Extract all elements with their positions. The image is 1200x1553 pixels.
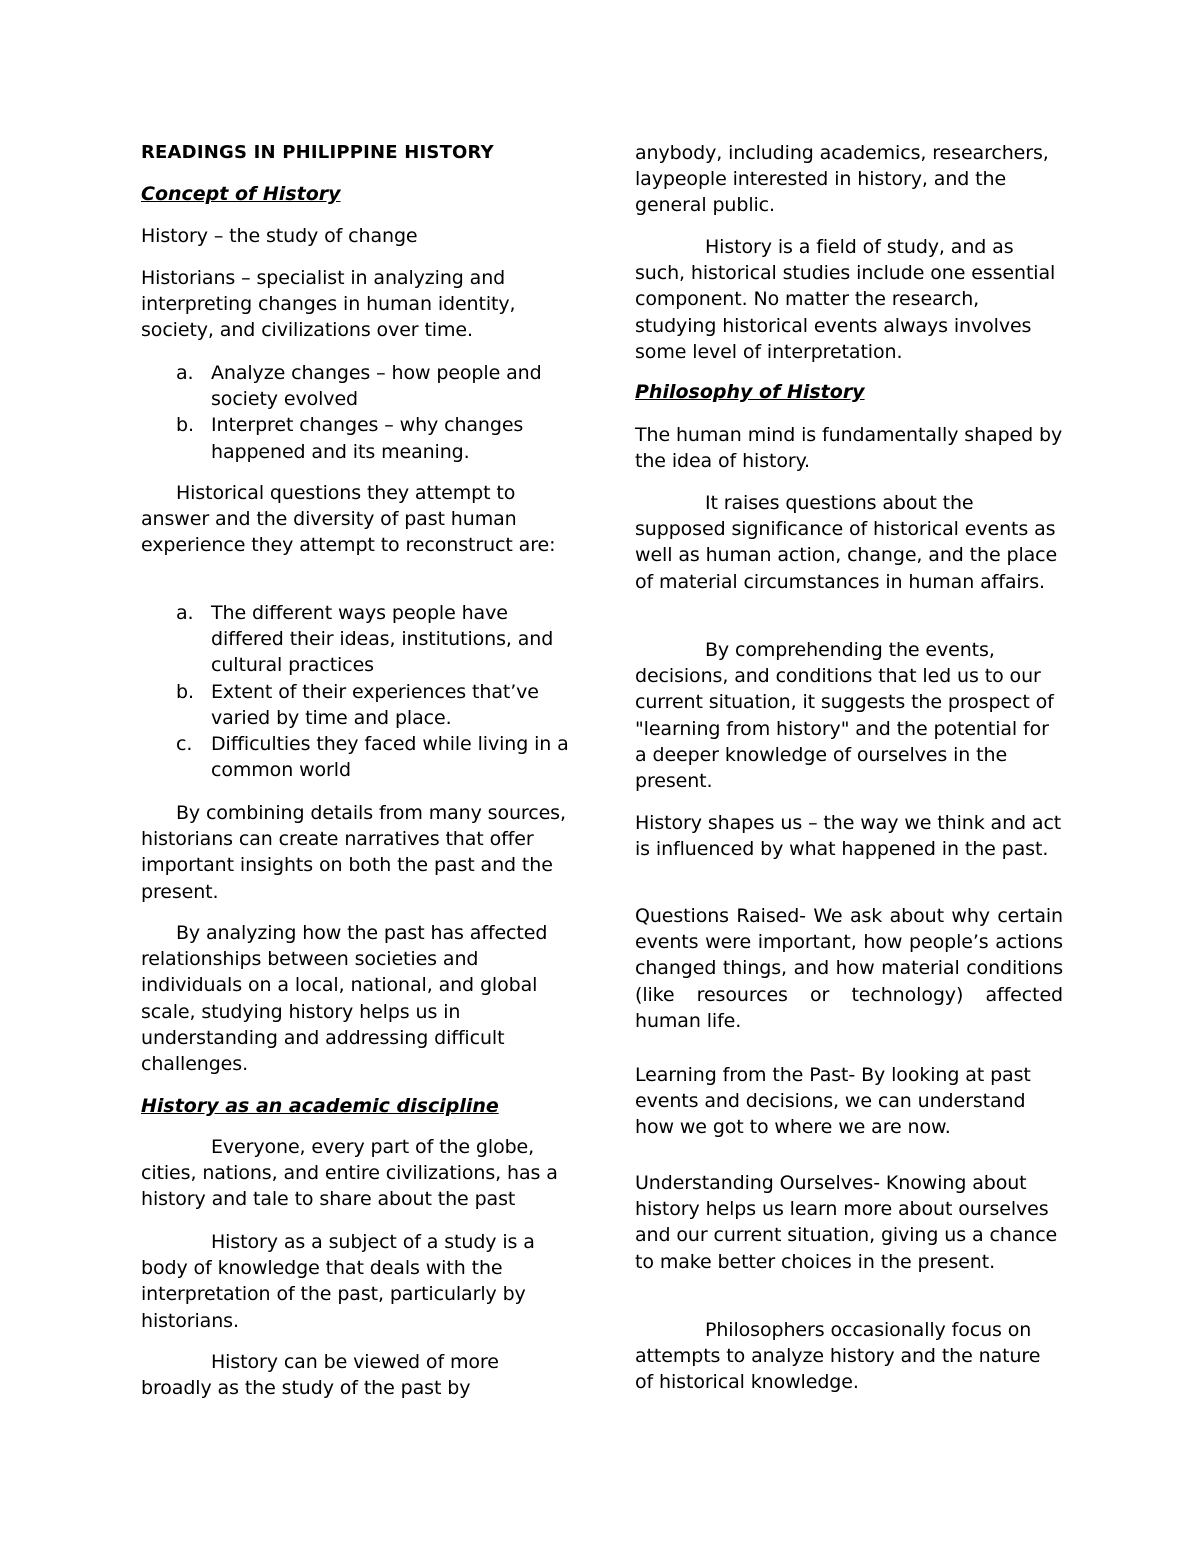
list-item-text: The different ways people have differed their ideas, institutions, and cultural practices	[211, 602, 554, 677]
list-marker: b.	[176, 414, 194, 437]
list-item	[141, 600, 571, 679]
list-item	[141, 731, 571, 783]
list-item-text: Interpret changes – why changes happened and its meaning.	[211, 414, 524, 463]
list-item	[141, 679, 571, 731]
list-item	[141, 412, 571, 464]
paragraph-historical-questions: Historical questions they attempt to answer and the diversity of past human experience they attempt to reconstruct are:	[141, 482, 556, 557]
paragraph-questions-raised: Questions Raised- We ask about why certain events were important, how people’s actions changed things, and how material conditions (like resources or technology) affected human life.	[635, 905, 1063, 1032]
paragraph-raises-questions: It raises questions about the supposed significance of historical events as well as human action, change, and the place of material circumstances in human affairs.	[635, 492, 1058, 593]
paragraph-combining-details: By combining details from many sources, historians can create narratives that offer important insights on both the past and the present.	[141, 802, 566, 903]
list-item-text: Extent of their experiences that’ve varied by time and place.	[211, 680, 539, 729]
paragraph-continued: anybody, including academics, researchers, laypeople interested in history, and the general public.	[635, 142, 1049, 217]
list-item	[141, 360, 571, 412]
document-title: READINGS IN PHILIPPINE HISTORY	[141, 142, 494, 163]
list-marker: a.	[176, 602, 194, 624]
paragraph-viewed-broadly: History can be viewed of more broadly as the study of the past by	[141, 1351, 499, 1400]
paragraph-human-mind: The human mind is fundamentally shaped by the idea of history.	[635, 424, 1063, 473]
paragraph-philosophers: Philosophers occasionally focus on attempts to analyze history and the nature of historical knowledge.	[635, 1319, 1041, 1394]
list-item-text: Analyze changes – how people and society evolved	[211, 362, 542, 411]
change-types-list	[141, 360, 571, 465]
paragraph-everyone: Everyone, every part of the globe, cities, nations, and entire civilizations, has a history and tale to share about the past	[141, 1136, 558, 1211]
list-marker: c.	[176, 733, 193, 756]
list-marker: a.	[176, 362, 194, 384]
heading-concept-of-history: Concept of History	[141, 183, 341, 205]
heading-philosophy-of-history: Philosophy of History	[635, 381, 865, 403]
paragraph-field-of-study: History is a field of study, and as such, historical studies include one essential component. No matter the research, studying historical events always involves some level of interpretation.	[635, 236, 1056, 363]
paragraph-comprehending: By comprehending the events, decisions, and conditions that led us to our current situation, it suggests the prospect of "learning from history" and the potential for a deeper knowledge of ourselves in the present.	[635, 639, 1054, 793]
paragraph-subject-of-study: History as a subject of a study is a body of knowledge that deals with the interpretation of the past, particularly by historians.	[141, 1231, 535, 1332]
paragraph-understanding-ourselves: Understanding Ourselves- Knowing about history helps us learn more about ourselves and our current situation, giving us a chance to make better choices in the present.	[635, 1172, 1058, 1273]
list-marker: b.	[176, 680, 194, 703]
list-item-text: Difficulties they faced while living in a common world	[211, 733, 569, 782]
paragraph-history-shapes-us: History shapes us – the way we think and act is influenced by what happened in the past.	[635, 812, 1062, 861]
paragraph-analyzing-past: By analyzing how the past has affected relationships between societies and individuals on a local, national, and global scale, studying history helps us in understanding and addressing difficult challenges.	[141, 922, 548, 1076]
paragraph-learning-from-past: Learning from the Past- By looking at past events and decisions, we can understand how we got to where we are now.	[635, 1064, 1031, 1139]
heading-academic-discipline: History as an academic discipline	[141, 1095, 499, 1117]
definition-history: History – the study of change	[141, 225, 418, 247]
questions-list	[141, 600, 571, 783]
definition-historians: Historians – specialist in analyzing and interpreting changes in human identity, society, and civilizations over time.	[141, 267, 516, 342]
